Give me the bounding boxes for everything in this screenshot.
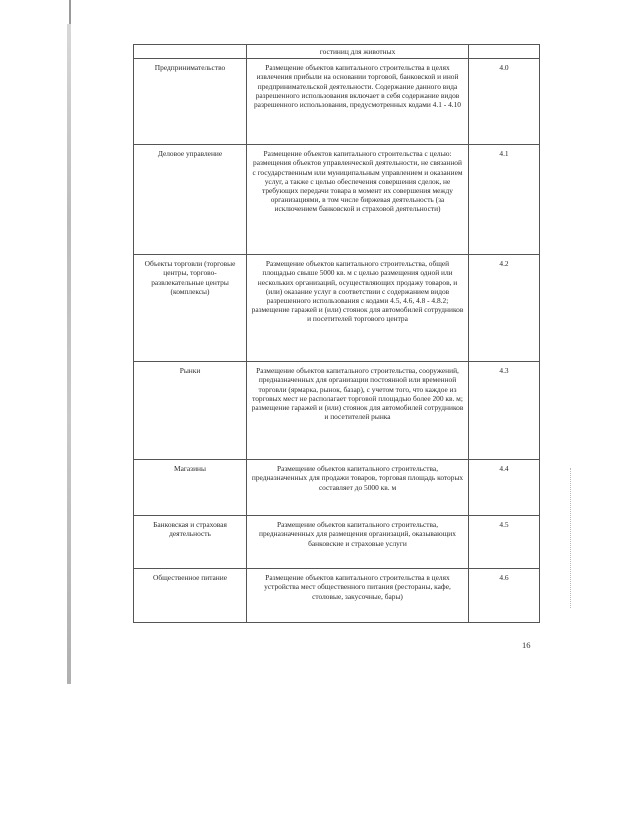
cell-name: Общественное питание bbox=[134, 569, 247, 623]
cell-name: Объекты торговли (торговые центры, торгово-развлекательные центры (комплексы) bbox=[134, 255, 247, 362]
table-row bbox=[134, 145, 540, 255]
table-row bbox=[134, 59, 540, 145]
table-row bbox=[134, 516, 540, 569]
table-row bbox=[134, 460, 540, 516]
cell-code: 4.2 bbox=[469, 255, 540, 362]
cell-description: Размещение объектов капитального строительства, предназначенных для продажи товаров, торговая площадь которых составляет до 5000 кв. м bbox=[247, 460, 469, 516]
cell-description: Размещение объектов капитального строительства, предназначенных для размещения организаций, оказывающих банковские и страховые услуги bbox=[247, 516, 469, 569]
cell-code: 4.6 bbox=[469, 569, 540, 623]
table-row bbox=[134, 569, 540, 623]
cell-name: Магазины bbox=[134, 460, 247, 516]
table-row bbox=[134, 362, 540, 460]
table-row-fragment bbox=[134, 45, 540, 59]
cell-name: Деловое управление bbox=[134, 145, 247, 255]
cell-code: 4.3 bbox=[469, 362, 540, 460]
cell-code: 4.5 bbox=[469, 516, 540, 569]
table-row bbox=[134, 255, 540, 362]
cell-name: Банковская и страховая деятельность bbox=[134, 516, 247, 569]
cell-description: Размещение объектов капитального строительства в целях извлечения прибыли на основании торговой, банковской и иной предпринимательской деятельности. Содержание данного вида разрешенного использования включает в себя содержание видов разрешенного использования, предусмотренных кодами 4.1 - 4.10 bbox=[247, 59, 469, 145]
scan-edge bbox=[67, 24, 71, 684]
page-number: 16 bbox=[522, 640, 531, 650]
cell-description: Размещение объектов капитального строительства, сооружений, предназначенных для организации постоянной или временной торговли (ярмарка, рынок, базар), с учетом того, что каждое из торговых мест не располагает торговой площадью более 200 кв. м; размещение гаражей и (или) стоянок для автомобилей сотрудников и посетителей рынка bbox=[247, 362, 469, 460]
cell-name bbox=[134, 45, 247, 59]
cell-description: Размещение объектов капитального строительства, общей площадью свыше 5000 кв. м с целью размещения одной или нескольких организаций, осуществляющих продажу товаров, и (или) оказание услуг в соответствии с содержанием видов разрешенного использования с кодами 4.5, 4.6, 4.8 - 4.8.2; размещение гаражей и (или) стоянок для автомобилей сотрудников и посетителей торгового центра bbox=[247, 255, 469, 362]
cell-code bbox=[469, 45, 540, 59]
cell-code: 4.0 bbox=[469, 59, 540, 145]
cell-name: Рынки bbox=[134, 362, 247, 460]
cell-description: Размещение объектов капитального строительства с целью: размещения объектов управленческой деятельности, не связанной с государственным или муниципальным управлением и оказанием услуг, а также с целью обеспечения совершения сделок, не требующих передачи товара в момент их совершения между организациями, в том числе биржевая деятельность (за исключением банковской и страховой деятельности) bbox=[247, 145, 469, 255]
land-use-table bbox=[133, 44, 540, 623]
cell-code: 4.1 bbox=[469, 145, 540, 255]
cell-name: Предпринимательство bbox=[134, 59, 247, 145]
scan-artifact bbox=[570, 468, 572, 608]
cell-code: 4.4 bbox=[469, 460, 540, 516]
cell-description: Размещение объектов капитального строительства в целях устройства мест общественного питания (рестораны, кафе, столовые, закусочные, бары) bbox=[247, 569, 469, 623]
cell-description: гостиниц для животных bbox=[247, 45, 469, 59]
